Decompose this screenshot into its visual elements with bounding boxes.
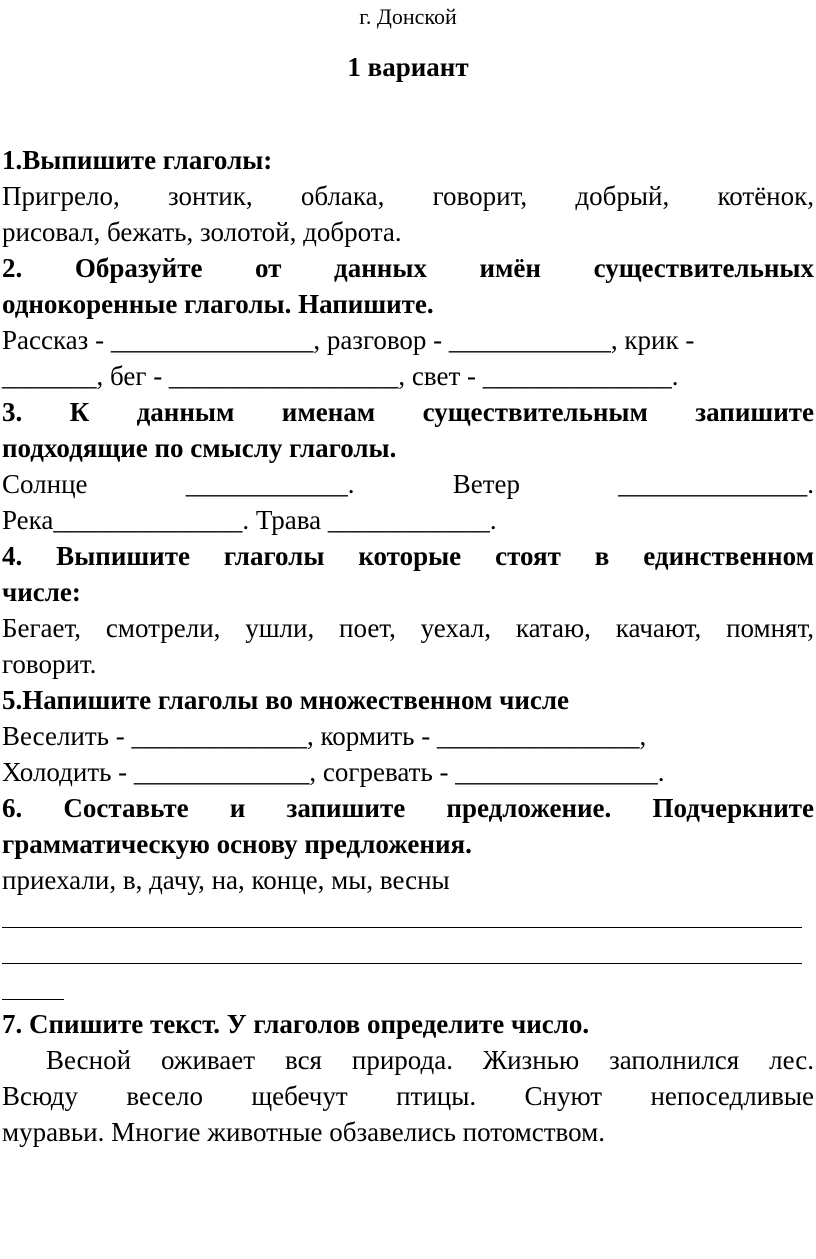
task3-title-line2: подходящие по смыслу глаголы. (2, 433, 397, 463)
task6-title-line2: грамматическую основу предложения. (2, 829, 472, 859)
task1-title: 1.Выпишите глаголы: (2, 145, 273, 175)
task2-title-line1: 2. Образуйте от данных имён существительных (2, 253, 814, 283)
task7-title: 7. Спишите текст. У глаголов определите число. (2, 1009, 590, 1039)
task5-answer-line2: Холодить - _____________, согревать - _______________. (2, 757, 665, 787)
task5-title: 5.Напишите глаголы во множественном числе (2, 685, 570, 715)
task2-answer-line2: _______, бег - _________________, свет - ______________. (2, 361, 679, 391)
task4-title-line1: 4. Выпишите глаголы которые стоят в единственном (2, 541, 814, 571)
worksheet-content (2, 142, 814, 1150)
variant-title: 1 вариант (347, 52, 469, 82)
task3-answer-line2: Река______________. Трава ____________. (2, 505, 497, 535)
task7-text-line1: Весной оживает вся природа. Жизнью заполнился лес. (46, 1045, 814, 1075)
task5-answer-line1: Веселить - _____________, кормить - _______________, (2, 721, 647, 751)
task4-words-line1: Бегает, смотрели, ушли, поет, уехал, катаю, качают, помнят, (2, 613, 814, 643)
task6-words: приехали, в, дачу, на, конце, мы, весны (2, 865, 450, 895)
task3-answer-line1: Солнце ____________. Ветер ______________. (2, 469, 814, 499)
answer-rule-1 (2, 898, 814, 934)
task2-answer-line1: Рассказ - _______________, разговор - ____________, крик - (2, 325, 695, 355)
task1-words-line2: рисовал, бежать, золотой, доброта. (2, 217, 402, 247)
task6-title-line1: 6. Составьте и запишите предложение. Подчеркните (2, 793, 814, 823)
task4-title-line2: числе: (2, 577, 81, 607)
task2-title-line2: однокоренные глаголы. Напишите. (2, 289, 434, 319)
answer-rule-3 (2, 970, 814, 1006)
task1-words-line1: Пригрело, зонтик, облака, говорит, добрый, котёнок, (2, 181, 814, 211)
task7-text-line3: муравьи. Многие животные обзавелись потомством. (2, 1117, 605, 1147)
task4-words-line2: говорит. (2, 649, 97, 679)
task7-text-line2: Всюду весело щебечут птицы. Снуют непоседливые (2, 1081, 814, 1111)
answer-rule-2 (2, 934, 814, 970)
task3-title-line1: 3. К данным именам существительным запишите (2, 397, 814, 427)
city-header: г. Донской (359, 4, 457, 29)
